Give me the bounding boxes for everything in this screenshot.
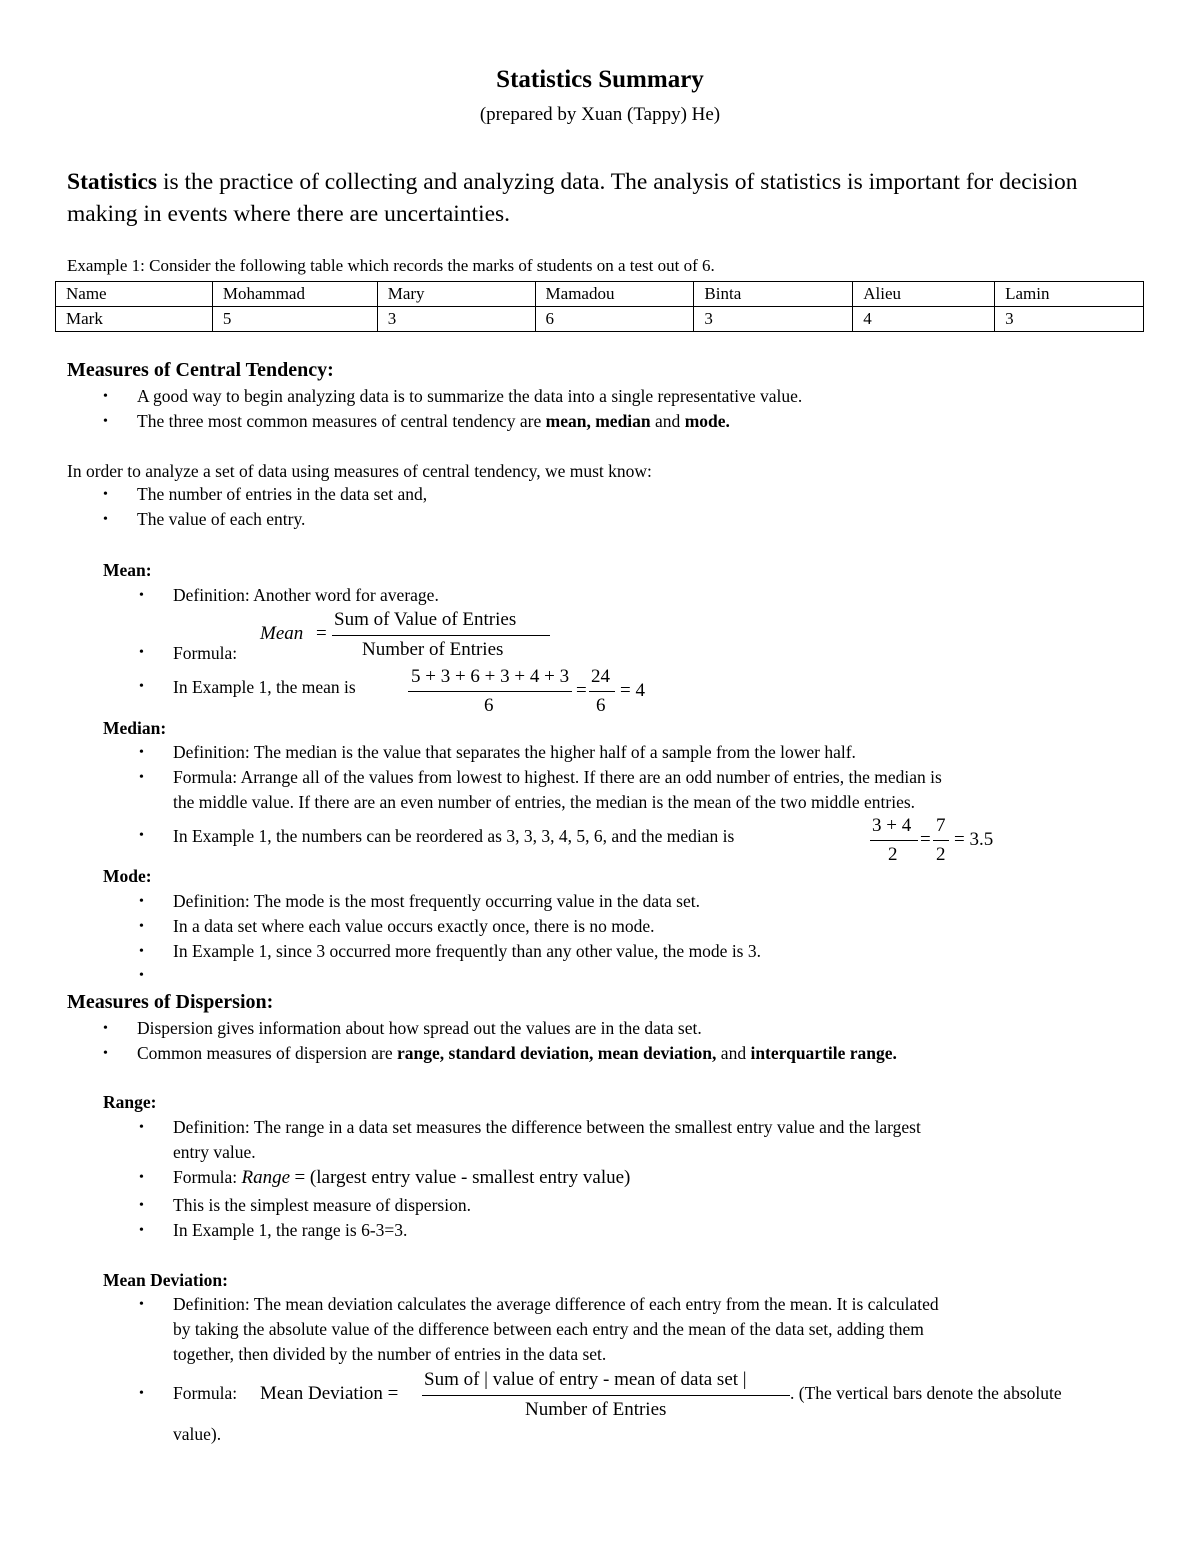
dispersion-heading: Measures of Dispersion: (67, 991, 274, 1013)
bullet-icon: • (103, 512, 108, 527)
bullet-icon: • (139, 588, 144, 603)
table-header-row (56, 282, 1144, 307)
bullet-icon: • (103, 389, 108, 404)
fraction-bar (332, 635, 550, 636)
fraction-bar (422, 1395, 790, 1396)
list-item: In Example 1, since 3 occurred more frequently than any other value, the mode is 3. (173, 941, 761, 961)
know-intro: In order to analyze a set of data using measures of central tendency, we must know: (67, 461, 652, 481)
table-cell: 3 (377, 307, 535, 332)
formula-numerator: Sum of | value of entry - mean of data set | (424, 1369, 747, 1390)
bold-term: mean, median (545, 411, 651, 431)
list-item-text: The three most common measures of central tendency are (137, 411, 546, 431)
formula-lhs: Range (241, 1167, 291, 1188)
table-cell: 3 (694, 307, 853, 332)
bullet-icon: • (139, 679, 144, 694)
formula-denominator: Number of Entries (525, 1399, 667, 1420)
table-cell: Alieu (853, 282, 995, 307)
bullet-icon: • (139, 1120, 144, 1135)
formula-result: = 4 (620, 680, 645, 701)
list-item-continuation: the middle value. If there are an even number of entries, the median is the mean of the two middle entries. (173, 792, 916, 812)
bullet-icon: • (139, 745, 144, 760)
formula-numerator: 24 (591, 666, 610, 687)
page-subtitle: (prepared by Xuan (Tappy) He) (479, 104, 721, 125)
list-item-text: and (716, 1043, 751, 1063)
bullet-icon: • (139, 1386, 144, 1401)
mean-formula (260, 608, 560, 668)
formula-note-continuation: value). (173, 1424, 222, 1444)
central-tendency-heading: Measures of Central Tendency: (67, 359, 334, 381)
formula-denominator: 6 (596, 695, 606, 716)
list-item: In Example 1, the numbers can be reordered as 3, 3, 3, 4, 5, 6, and the median is (173, 826, 735, 846)
formula-numerator: 5 + 3 + 6 + 3 + 4 + 3 (411, 666, 570, 687)
table-cell: Mohammad (212, 282, 377, 307)
list-item-continuation: by taking the absolute value of the difference between each entry and the mean of the data set, adding them (173, 1319, 924, 1339)
bullet-icon: • (103, 414, 108, 429)
fraction-bar (933, 840, 949, 841)
intro-text: is the practice of collecting and analyzing data. The analysis of statistics is important for decision making in events where there are uncertainties. (67, 169, 1078, 227)
list-item: Formula: Arrange all of the values from lowest to highest. If there are an odd number of entries, the median is (173, 767, 942, 787)
bullet-icon: • (103, 1046, 108, 1061)
range-formula (173, 1167, 630, 1189)
table-cell: Mamadou (535, 282, 694, 307)
formula-lhs: Mean Deviation = (260, 1383, 399, 1404)
example1-caption: Example 1: Consider the following table which records the marks of students on a test out of 6. (67, 256, 715, 275)
mean-heading: Mean: (103, 560, 152, 580)
bullet-icon: • (139, 770, 144, 785)
list-item-continuation: together, then divided by the number of entries in the data set. (173, 1344, 607, 1364)
bullet-icon: • (103, 1021, 108, 1036)
table-cell: 5 (212, 307, 377, 332)
list-item: Definition: The range in a data set measures the difference between the smallest entry value and the largest (173, 1117, 921, 1137)
formula-label: Formula: (173, 1167, 238, 1187)
table-cell: Binta (694, 282, 853, 307)
intro-paragraph (67, 166, 1147, 230)
formula-rhs: = (largest entry value - smallest entry value) (294, 1167, 631, 1188)
list-item: The value of each entry. (137, 509, 306, 529)
fraction-bar (589, 691, 615, 692)
list-item: Definition: The mean deviation calculates the average difference of each entry from the mean. It is calculated (173, 1294, 939, 1314)
list-item: The number of entries in the data set and, (137, 484, 428, 504)
bullet-icon: • (103, 487, 108, 502)
formula-note: . (The vertical bars denote the absolute (790, 1383, 1062, 1403)
formula-denominator: Number of Entries (362, 639, 504, 660)
list-item-text: Common measures of dispersion are (137, 1043, 398, 1063)
formula-denominator: 2 (888, 844, 898, 865)
page-title: Statistics Summary (496, 66, 704, 93)
marks-table (55, 281, 1144, 332)
fraction-bar (408, 691, 572, 692)
formula-denominator: 6 (484, 695, 494, 716)
formula-numerator: 7 (936, 815, 946, 836)
table-row (56, 307, 1144, 332)
list-item: Definition: The median is the value that separates the higher half of a sample from the lower half. (173, 742, 856, 762)
list-item: Dispersion gives information about how spread out the values are in the data set. (137, 1018, 702, 1038)
median-example-formula (870, 815, 1010, 869)
list-item: A good way to begin analyzing data is to summarize the data into a single representative value. (137, 386, 803, 406)
list-item: In Example 1, the mean is (173, 677, 356, 697)
bullet-icon: • (139, 645, 144, 660)
formula-equals: = (920, 829, 931, 850)
list-item: In Example 1, the range is 6-3=3. (173, 1220, 408, 1240)
bullet-icon: • (139, 1170, 144, 1185)
table-cell: Name (56, 282, 213, 307)
table-cell: Mary (377, 282, 535, 307)
bullet-icon: • (139, 944, 144, 959)
bullet-icon: • (139, 919, 144, 934)
formula-lhs: Mean (260, 623, 304, 644)
formula-denominator: 2 (936, 844, 946, 865)
table-cell: Mark (56, 307, 213, 332)
formula-numerator: Sum of Value of Entries (334, 609, 517, 630)
bullet-icon: • (139, 828, 144, 843)
list-item: Definition: Another word for average. (173, 585, 439, 605)
formula-numerator: 3 + 4 (872, 815, 912, 836)
median-heading: Median: (103, 718, 167, 738)
list-item: In a data set where each value occurs exactly once, there is no mode. (173, 916, 655, 936)
list-item (137, 411, 730, 432)
bold-term: interquartile range. (750, 1043, 897, 1063)
bold-term: range, standard deviation, mean deviation, (397, 1043, 717, 1063)
bullet-icon: • (139, 894, 144, 909)
range-heading: Range: (103, 1092, 157, 1112)
table-cell: 3 (995, 307, 1144, 332)
mode-heading: Mode: (103, 866, 152, 886)
formula-equals: = (576, 680, 587, 701)
bullet-icon: • (139, 1297, 144, 1312)
bullet-icon: • (139, 968, 144, 983)
bullet-icon: • (139, 1223, 144, 1238)
bold-term: mode. (684, 411, 730, 431)
mean-deviation-formula (260, 1368, 800, 1428)
list-item (137, 1043, 897, 1064)
table-cell: 6 (535, 307, 694, 332)
formula-equals: = (316, 623, 327, 644)
formula-result: = 3.5 (954, 829, 994, 850)
formula-label: Formula: (173, 643, 238, 663)
fraction-bar (870, 840, 918, 841)
formula-label: Formula: (173, 1383, 238, 1403)
table-cell: 4 (853, 307, 995, 332)
bullet-icon: • (139, 1198, 144, 1213)
mean-deviation-heading: Mean Deviation: (103, 1270, 228, 1290)
list-item: Definition: The mode is the most frequently occurring value in the data set. (173, 891, 700, 911)
list-item-continuation: entry value. (173, 1142, 256, 1162)
list-item: This is the simplest measure of dispersion. (173, 1195, 471, 1215)
list-item-text: and (650, 411, 685, 431)
table-cell: Lamin (995, 282, 1144, 307)
intro-bold-term: Statistics (67, 169, 158, 195)
mean-example-formula (408, 666, 658, 720)
